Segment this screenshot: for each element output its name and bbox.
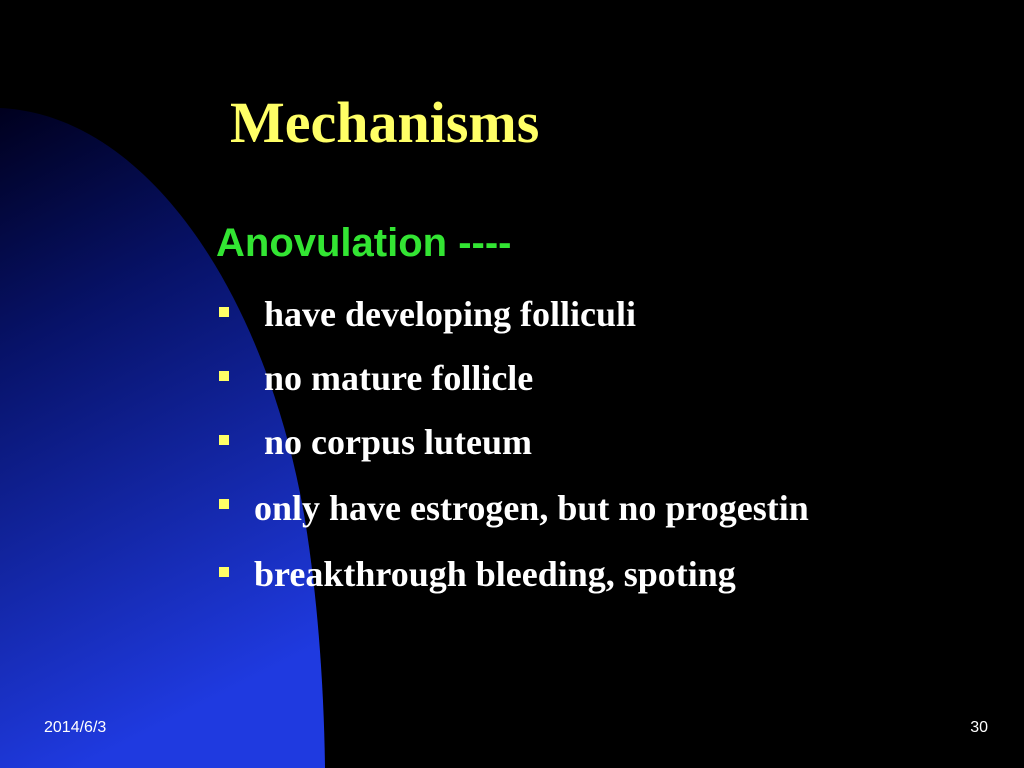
footer-date: 2014/6/3 <box>44 719 107 736</box>
bullet-item <box>216 418 916 466</box>
bullet-item <box>216 482 916 534</box>
square-bullet-icon <box>219 307 229 317</box>
bullet-item <box>216 550 916 598</box>
bullet-text: breakthrough bleeding, spoting <box>254 554 736 594</box>
footer-page-number: 30 <box>970 719 988 736</box>
bullet-text: no mature follicle <box>264 358 534 398</box>
bullet-list <box>216 290 916 614</box>
bullet-text: no corpus luteum <box>264 422 533 462</box>
square-bullet-icon <box>219 435 229 445</box>
bullet-text: have developing folliculi <box>264 294 637 334</box>
bullet-item <box>216 290 916 338</box>
square-bullet-icon <box>219 567 229 577</box>
bullet-text: only have estrogen, but no progestin <box>254 488 809 528</box>
square-bullet-icon <box>219 499 229 509</box>
square-bullet-icon <box>219 371 229 381</box>
bullet-item <box>216 354 916 402</box>
slide-subtitle: Anovulation ---- <box>216 221 512 265</box>
slide-title: Mechanisms <box>230 90 540 155</box>
